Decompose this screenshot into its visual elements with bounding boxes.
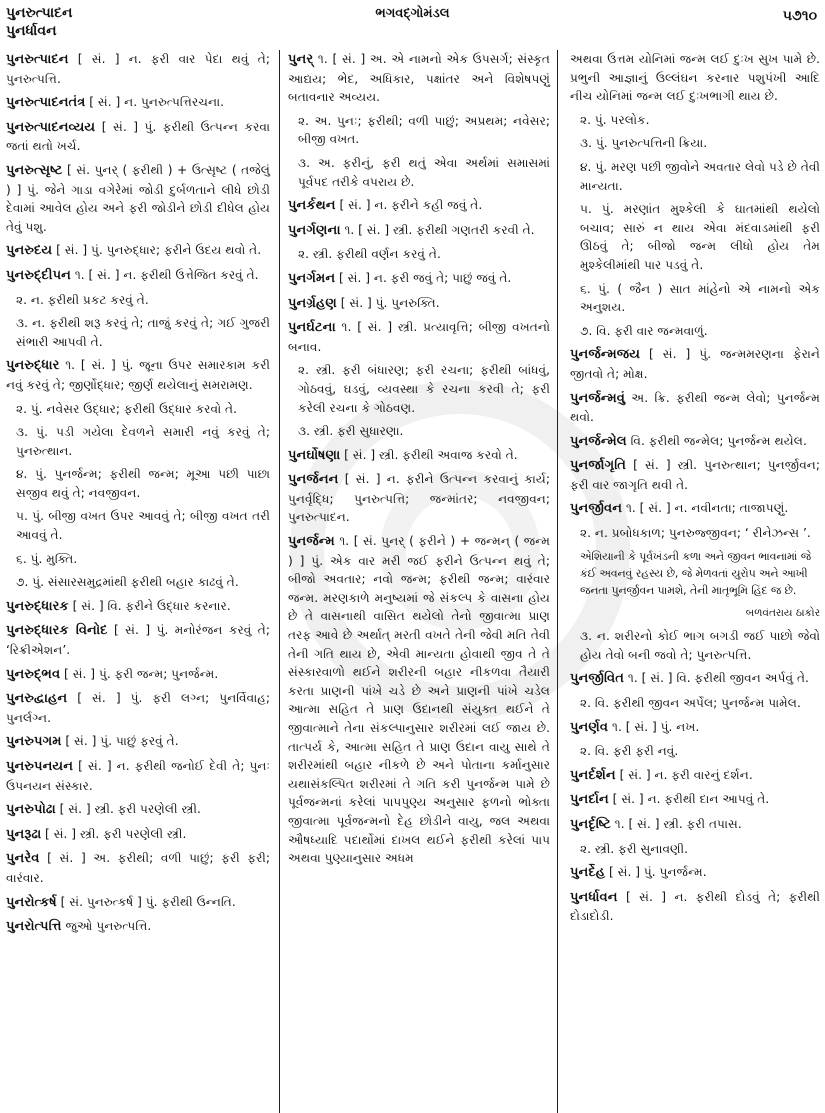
dictionary-entry: [6, 849, 270, 887]
headword: પુનર્ગમન: [288, 270, 336, 286]
dictionary-entry: [6, 161, 270, 236]
quotation: એશિયાની કે પૂર્વખંડની કળા અને જીવન ભાવનામાં જે કંઈ અવનવું રહસ્ય છે, જે મેળવતાં યુરોપ અને આખી જનતા પુનર્જીવન પામશે, તેની માતૃભૂમિ હિંદ જ છે.: [580, 549, 811, 597]
definition: જુઓ પુનરુત્પત્તિ.: [61, 919, 152, 934]
dictionary-entry: [6, 241, 270, 261]
sense-definition: ૨. સ્ત્રી. ફરીથી વર્ણન કરવું તે.: [298, 247, 441, 262]
headword: પુનરુદ્ધાર: [6, 358, 60, 374]
definition: [ સં. ] સ્ત્રી. ફરી પરણેલી સ્ત્રી.: [55, 802, 201, 817]
dictionary-entry: [6, 800, 270, 820]
headword: પુનરુદ્ધારક વિનોદ: [6, 623, 108, 639]
dictionary-entry: [6, 732, 270, 752]
definition: ૧. [ સં. ] ન. ફરીથી ઉત્તેજિત કરવું તે.: [70, 267, 259, 282]
sense-definition: ૨. સ્ત્રી. ફરી બંધારણ; ફરી રચના; ફરીથી બાંધવું, ગોઠવવું, ઘડવું, વ્યવસ્થા કે રચના કરવી તે; ફરી કરેલી રચના કે ગોઠવણ.: [298, 363, 550, 415]
sense-definition: ૩. પું. પડી ગયેલા દેવળને સમારી નવું કરવું તે; પુનરુત્થાન.: [16, 425, 270, 458]
headword: પુનર્: [288, 52, 314, 67]
definition: ૧. [ સં. પુનર્ ( ફરીને ) + જન્મન્ ( જન્મ ) ] પું. એક વાર મરી જઈ ફરીને ઉત્પન્ન થવું તે; બીજો અવતાર; નવો જન્મ; ફરીથી જન્મ; વારંવાર જન્મ. મરણકાળે મનુષ્યમાં જે સંકલ્પ કે વાસના હોય છે તે વાસનાથી વાસિત થયેલો તેનો જીવાત્મા પ્રાણ તરફ આવે છે અર્થાત્ મરતી વખતે તેની જેવી મતિ તેવી તેની ગતિ થાય છે, એવી માન્યતા હોવાથી જીવ તે તે સંસ્કારવાળો થઈને શરીરની બહાર નીકળવા તૈયારી કરતા પ્રાણની પાંખે ચડે છે અને પ્રાણની પાંખે ચડેલ આત્મા સહિત તે પ્રાણ ઉદાનથી સંયુક્ત થઈને તે જીવાત્માને તેના સંકલ્પાનુસાર શરીરમાં લઈ જાય છે. તાત્પર્ય કે, આત્મા સહિત તે પ્રાણ ઉદાન વાયુ સાથે તે શરીરમાંથી બહાર નીકળે છે અને પોતાના કર્માનુસાર યથાસંકલ્પિત શરીરમાં તે ગતિ કરી પુનર્જન્મ પામે છે પૂર્વજન્મનાં કરેલાં પાપપુણ્ય અનુસાર ફળનો ભોક્તા જીવાત્મા પૂર્વજન્મનો દેહ છોડીને વાયુ, જલ અથવા ઔષધ્યાદિ પદાર્થોમાં દાખલ થઈને ફરીથી કરેલાં પાપ અથવા પુણ્યાનુસાર અધમ: [288, 534, 550, 866]
dictionary-entry: [6, 118, 270, 156]
definition: [ સં. ] પું. ફરી લગ્ન; પુનર્વિવાહ; પુનર્લગ્ન.: [6, 691, 270, 725]
sense-definition: ૨. વિ. ફરી ફરી નવું.: [580, 744, 679, 759]
headword: પુનર્ધાવન: [570, 889, 618, 905]
definition: [ સં. ] ન. ફરીથી જનોઈ દેવી તે; પુનઃ ઉપનયન સંસ્કાર.: [6, 759, 270, 793]
headword: પુનર્જન્મેલ: [570, 433, 627, 449]
headword: પુનર્જીવિત: [570, 671, 624, 687]
dictionary-entry: [570, 432, 820, 452]
dictionary-entry: [288, 470, 550, 527]
definition: [ સં. ] પું. મનોરંજન કરવું તે; ‘રિક્રીએશન’.: [6, 623, 270, 658]
sense-definition: ૭. પું. સંસારસમુદ્રમાંથી ફરીથી બહાર કાઢવું તે.: [16, 575, 239, 590]
sense-definition: ૩. અ. ફરીનું, ફરી થતું એવા અર્થમાં સમાસમાં પૂર્વપદ તરીકે વપરાય છે.: [298, 155, 550, 189]
column-divider: [557, 50, 558, 1113]
dictionary-entry: [570, 669, 820, 689]
definition: [ સં. ] પું. ફરીથી ઉત્પન્ન કરવા જતાં થતો ખર્ચ.: [6, 119, 270, 154]
headword: પુનરૂઢા: [6, 826, 42, 842]
definition: ૧. [ સં. ] વિ. ફરીથી જીવન અર્પવું તે.: [623, 671, 809, 686]
headword: પુનરુદ્ભવ: [6, 666, 61, 682]
sense-definition: ૪. પું. મરણ પછી જીવોને અવતાર લેવો પડે છે તેવી માન્યતા.: [580, 159, 820, 193]
dictionary-entry: [570, 499, 820, 519]
headword: પુનરોત્કર્ષ: [6, 894, 57, 910]
headword: પુનર્જાગૃતિ: [570, 458, 627, 474]
sense-definition: ૨. વિ. ફરીથી જીવન અર્પેલ; પુનર્જન્મ પામેલ.: [580, 696, 801, 711]
definition: [ સં. ] પું. જન્મમરણના ફેરાને જીતવો તે; મોક્ષ.: [570, 347, 820, 381]
page-header: [0, 0, 825, 48]
dictionary-entry: [6, 356, 270, 394]
dictionary-entry: [6, 893, 270, 913]
headword: પુનરુદય: [6, 243, 53, 259]
definition: ૧. [ સં. ] પું. જૂના ઉપર સમારકામ કરી નવું કરવું તે; જીર્ણોદ્ધાર; જીર્ણ થયેલાનું સમરામણ.: [6, 358, 270, 392]
dictionary-entry: [6, 266, 270, 286]
page-number: ૫૭૧૦: [782, 8, 817, 24]
headword: પુનર્દૃષ્ટિ: [570, 817, 611, 832]
sense-definition: ૫. પું. મરણાંત મુશ્કેલી કે ઘાતમાંથી થયેલો બચાવ; સારું ન થાય એવા મંદવાડમાંથી ફરી ઊઠવું તે; બીજો જન્મ લીધો હોય તેમ મુશ્કેલીમાંથી પાર પડવું તે.: [580, 202, 820, 272]
dictionary-entry: [288, 50, 550, 107]
headword: પુનર્જન્મજય: [570, 347, 641, 363]
definition: [ સં. ] પું. પુનરુદ્ધાર; ફરીને ઉદય થવો તે.: [52, 243, 262, 258]
headword: પુનરુત્સૃષ્ટ: [6, 162, 63, 178]
dictionary-entry: [570, 389, 820, 427]
headword: પુનર્કથન: [288, 198, 336, 214]
dictionary-entry: [570, 345, 820, 383]
definition-continuation: અથવા ઉત્તમ યોનિમાં જન્મ લઈ દુઃખ સુખ પામે છે. પ્રભુની આજ્ઞાનું ઉલ્લંઘન કરનાર પશુપંખી આદિ નીચ યોનિમાં જન્મ લઈ દુઃખભાગી થાય છે.: [570, 52, 820, 104]
sense-definition: ૩. પું. પુનરુત્પત્તિની ક્રિયા.: [580, 136, 708, 151]
definition: [ સં. ] ન. પુનરુત્પત્તિરચના.: [85, 95, 224, 110]
definition: [ સં. ] ન. ફરી વારનું દર્શન.: [615, 767, 753, 782]
dictionary-entry: [6, 689, 270, 727]
dictionary-entry: [288, 294, 550, 314]
headword: પુનરુત્પાદનવ્યય: [6, 119, 96, 135]
definition: [ સં. ] ન. ફરીથી દોડવું તે; ફરીથી દોડાદોડી.: [570, 889, 820, 924]
sense-definition: ૬. પું. ( જૈન ) સાત માંહેનો એ નામનો એક અનુશય.: [580, 281, 820, 315]
headword: પુનર્ઘટના: [288, 320, 336, 336]
dictionary-entry: [6, 597, 270, 617]
headword: પુનરુદ્વાહન: [6, 691, 68, 707]
headword: પુનરુત્પાદન: [6, 52, 69, 67]
sense-definition: ૨. ન. પ્રબોધકાળ; પુનરુજ્જીવન; ‘ રીનેઝન્સ ’.: [580, 526, 811, 541]
headword: પુનરેવ: [6, 851, 40, 867]
sense-definition: ૪. પું. પુનર્જન્મ; ફરીથી જન્મ; મૂઆ પછી પાછા સજીવ થવું તે; નવજીવન.: [16, 467, 270, 500]
definition: [ સં. ] ન. ફરીને કહી જવું તે.: [335, 198, 483, 213]
column-3: [570, 50, 820, 1113]
headword: પુનર્જીવન: [570, 501, 623, 517]
headword: પુનર્ણવ: [570, 719, 609, 735]
sense-definition: ૩. ન. શરીરનો કોઈ ભાગ બગડી જઈ પાછો જેવો હોય તેવો બની જવો તે; પુનરુત્પત્તિ.: [580, 629, 820, 662]
column-1: [6, 50, 270, 1113]
headword: પુનર્જન્મવું: [570, 390, 625, 406]
headword: પુનર્દર્શન: [570, 767, 616, 783]
dictionary-entry: [6, 825, 270, 845]
quotation-attribution: બળવંતરાય ઠાકોર: [745, 606, 820, 619]
headword: પુનર્જન્મ: [288, 534, 335, 550]
definition: [ સં. ] પું. પાછું ફરવું તે.: [61, 734, 179, 749]
dictionary-entry: [6, 621, 270, 659]
dictionary-entry: [570, 766, 820, 786]
definition: ૧. [ સં. ] સ્ત્રી. ફરીથી ગણતરી કરવી તે.: [340, 222, 535, 237]
headword: પુનરુદ્દીપન: [6, 267, 71, 283]
guide-word-first: પુનરુત્પાદન: [6, 5, 73, 21]
definition: [ સં. ] પું. ફરી જન્મ; પુનર્જન્મ.: [60, 666, 219, 681]
headword: પુનરુપગમ: [6, 734, 62, 750]
dictionary-entry: [570, 815, 820, 835]
dictionary-entry: [288, 221, 550, 241]
dictionary-entry: [570, 863, 820, 883]
dictionary-entry: [288, 532, 550, 868]
column-divider: [279, 50, 280, 1113]
definition: [ સં. ] અ. ફરીથી; વળી પાછું; ફરી ફરી; વારંવાર.: [6, 851, 270, 885]
definition: [ સં. ] પું. પુનર્જન્મ.: [605, 865, 707, 880]
definition: [ સં. ] સ્ત્રી. ફરીથી અવાજ કરવો તે.: [340, 447, 518, 462]
headword: પુનર્ગ્રહણ: [288, 295, 337, 311]
dictionary-entry: [288, 196, 550, 216]
definition: [ સં. ] ન. ફરીને ઉત્પન્ન કરવાનું કાર્ય; પુનર્વૃદ્ધિ; પુનરુત્પત્તિ; જન્માંતર; નવજીવન; પુનરુત્પાદન.: [288, 472, 550, 525]
definition: ૧. [ સં. ] પું. નખ.: [608, 719, 700, 734]
dictionary-entry: [6, 665, 270, 685]
headword: પુનરોત્પત્તિ: [6, 919, 62, 935]
definition: [ સં. ] સ્ત્રી. ફરી પરણેલી સ્ત્રી.: [41, 826, 187, 841]
dictionary-entry: [6, 50, 270, 88]
definition: ૧. [ સં. ] સ્ત્રી. પ્રત્યાવૃત્તિ; બીજી વખતનો બનાવ.: [288, 320, 550, 354]
definition: અ. ક્રિ. ફરીથી જન્મ લેવો; પુનર્જન્મ થવો.: [570, 390, 820, 425]
headword: પુનર્દાન: [570, 792, 609, 808]
definition: [ સં. ] સ્ત્રી. પુનરુત્થાન; પુનર્જીવન; ફરી વાર જાગૃતિ થવી તે.: [570, 458, 820, 492]
definition: [ સં. ] વિ. ફરીને ઉદ્ધાર કરનાર.: [68, 598, 231, 613]
definition: [ સં. ] ન. ફરી વાર પેદા થવું તે; પુનરુત્પત્તિ.: [6, 52, 270, 86]
dictionary-entry: [288, 269, 550, 289]
definition: [ સં. પુનરુત્કર્ષ ] પું. ફરીથી ઉન્નતિ.: [56, 894, 236, 909]
sense-definition: ૫. પું. બીજી વખત ઉપર આવવું તે; બીજી વખત તરી આવવું તે.: [16, 509, 270, 543]
sense-definition: ૨. ન. ફરીથી પ્રકટ કરવું તે.: [16, 292, 149, 307]
sense-definition: ૨. પું. નવેસર ઉદ્ધાર; ફરીથી ઉદ્ધાર કરવો તે.: [16, 401, 237, 416]
dictionary-entry: [570, 888, 820, 926]
headword: પુનરુત્પાદનતંત્ર: [6, 95, 86, 111]
headword: પુનરુપોઢા: [6, 802, 56, 818]
definition: [ સં. ] ન. ફરીથી દાન આપવું તે.: [608, 792, 770, 807]
guide-word-last: પુનર્ધાવન: [6, 23, 57, 39]
headword: પુનરુપનયન: [6, 759, 74, 774]
definition: ૧. [ સં. ] ન. નવીનતા; તાજાપણું.: [622, 501, 789, 516]
definition: ૧. [ સં. ] અ. એ નામનો એક ઉપસર્ગ; સંસ્કૃત આદ્યય; ભેદ, અધિકાર, પક્ષાંતર અને વિશેષપણું બતાવનાર અવ્યય.: [288, 52, 550, 105]
dictionary-entry: [288, 446, 550, 466]
definition: [ સં. ] ન. ફરી જવું તે; પાછું જવું તે.: [335, 270, 512, 285]
definition: [ સં. ] પું. પુનરુક્તિ.: [336, 295, 440, 310]
sense-definition: ૨. સ્ત્રી. ફરી સુનાવણી.: [580, 841, 689, 856]
dictionary-entry: [570, 718, 820, 738]
column-2: [288, 50, 550, 1113]
sense-definition: ૩. સ્ત્રી. ફરી સુધારણા.: [298, 424, 404, 439]
dictionary-entry: [6, 757, 270, 795]
headword: પુનર્ગણના: [288, 222, 341, 238]
dictionary-entry: [288, 318, 550, 356]
headword: પુનર્દેહ: [570, 865, 606, 881]
sense-definition: ૨. અ. પુનઃ; ફરીથી; વળી પાછું; અપ્રથમ; નવેસર; બીજી વખત.: [298, 113, 550, 147]
dictionary-entry: [6, 917, 270, 937]
dictionary-entry: [570, 790, 820, 810]
definition: વિ. ફરીથી જન્મેલ; પુનર્જન્મ થયેલ.: [626, 433, 807, 448]
sense-definition: ૨. પું. પરલોક.: [580, 112, 650, 127]
sense-definition: ૭. વિ. ફરી વાર જન્મવાળું.: [580, 323, 708, 338]
headword: પુનરુદ્ધારક: [6, 598, 69, 614]
headword: પુનર્જનન: [288, 472, 339, 488]
definition: ૧. [ સં. ] સ્ત્રી. ફરી તપાસ.: [610, 817, 742, 831]
dictionary-entry: [6, 93, 270, 113]
definition: [ સં. પુનર્ ( ફરીથી ) + ઉત્સૃષ્ટ ( તજેલું ) ] પું. જેને ગાડા વગેરેમાં જોડી દુર્બળતાને લીધે છોડી દેવામાં આવેલ હોય અને ફરી જોડીને છોડી દીધેલ હોય તેવું પશુ.: [6, 162, 270, 234]
headword: પુનર્ઘોષણા: [288, 447, 341, 463]
dictionary-title: ભગવદ્ગોમંડલ: [375, 6, 450, 21]
dictionary-entry: [570, 456, 820, 494]
sense-definition: ૩. ન. ફરીથી શરૂ કરવું તે; તાજું કરવું તે; ગઈ ગુજરી સંભારી આપવી તે.: [16, 316, 270, 349]
sense-definition: ૬. પું. મુક્તિ.: [16, 551, 78, 566]
